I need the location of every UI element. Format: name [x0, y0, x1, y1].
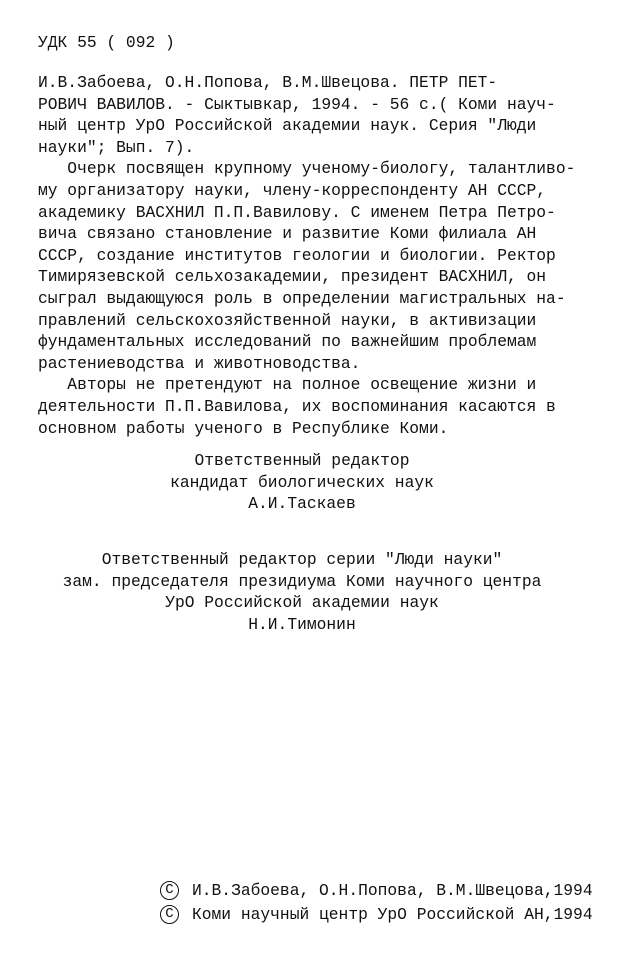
editor-line: кандидат биологических наук: [170, 472, 434, 492]
abstract-line: Тимирязевской сельхозакадемии, президент ВАСХНИЛ, он: [38, 267, 547, 287]
abstract-line: Очерк посвящен крупному ученому-биологу, талантливо-: [38, 159, 576, 179]
abstract-line: му организатору науки, члену-корреспонденту АН СССР,: [38, 180, 547, 200]
biblio-line: РОВИЧ ВАВИЛОВ. - Сыктывкар, 1994. - 56 с.( Коми науч-: [38, 94, 556, 114]
copyright-line: [160, 902, 593, 926]
series-editor-name: Н.И.Тимонин: [248, 614, 356, 634]
udk-code: УДК 55 ( 092 ): [38, 33, 175, 52]
abstract-line: деятельности П.П.Вавилова, их воспоминания касаются в: [38, 396, 556, 416]
biblio-line: И.В.Забоева, О.Н.Попова, В.М.Швецова. ПЕТР ПЕТ-: [38, 73, 498, 92]
abstract-line: сыграл выдающуюся роль в определении магистральных на-: [38, 288, 566, 308]
copyright-icon: C: [160, 881, 179, 900]
series-editor-block: [0, 549, 604, 635]
editor-line: Ответственный редактор: [194, 451, 410, 470]
biblio-line: науки"; Вып. 7).: [38, 137, 195, 157]
biblio-line: ный центр УрО Российской академии наук. Серия "Люди: [38, 116, 537, 136]
abstract-line: правлений сельскохозяйственной науки, в активизации: [38, 310, 537, 330]
responsible-editor-block: [0, 450, 604, 515]
copyright-icon: C: [160, 905, 179, 924]
abstract-line: растениеводства и животноводства.: [38, 353, 361, 373]
copyright-block: [160, 878, 593, 926]
abstract-line: фундаментальных исследований по важнейшим проблемам: [38, 332, 537, 352]
abstract-line: вича связано становление и развитие Коми филиала АН: [38, 224, 537, 244]
abstract-line: Авторы не претендуют на полное освещение жизни и: [38, 375, 537, 395]
editor-name: А.И.Таскаев: [248, 494, 356, 514]
copyright-text: И.В.Забоева, О.Н.Попова, В.М.Швецова,1994: [192, 880, 593, 900]
abstract-line: академику ВАСХНИЛ П.П.Вавилову. С именем Петра Петро-: [38, 202, 556, 222]
copyright-line: [160, 878, 593, 902]
abstract-line: основном работы ученого в Республике Коми.: [38, 418, 449, 438]
abstract-line: СССР, создание институтов геологии и биологии. Ректор: [38, 245, 556, 265]
series-editor-line: Ответственный редактор серии "Люди науки": [101, 550, 503, 569]
series-editor-line: зам. председателя президиума Коми научного центра: [62, 571, 542, 591]
copyright-text: Коми научный центр УрО Российской АН,1994: [192, 904, 593, 924]
bibliographic-description: [38, 72, 575, 439]
series-editor-line: УрО Российской академии наук: [165, 593, 439, 613]
